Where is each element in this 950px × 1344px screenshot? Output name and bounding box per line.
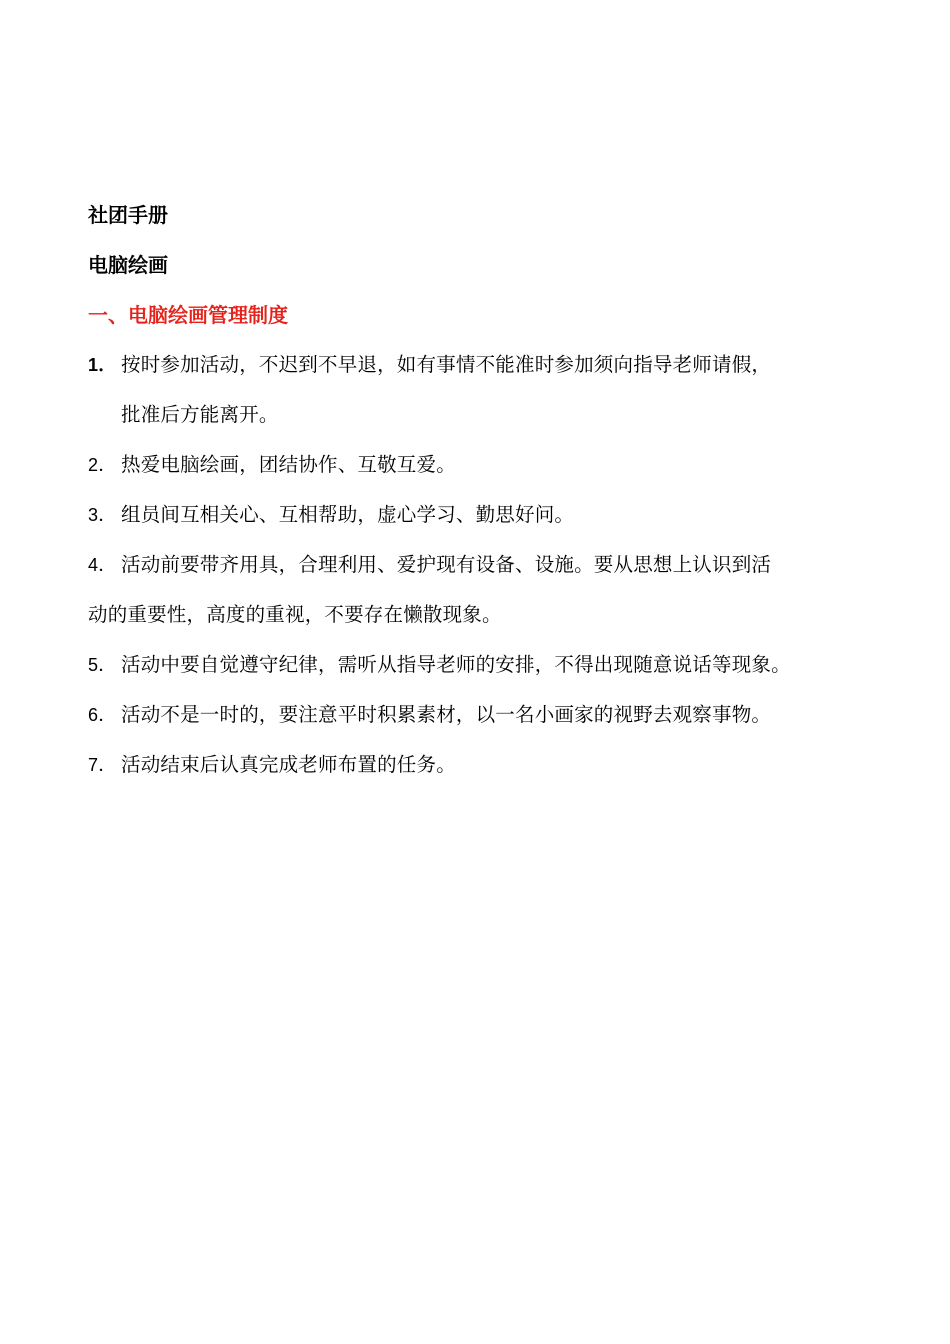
rule-text: 活动中要自觉遵守纪律，需听从指导老师的安排，不得出现随意说话等现象。 (121, 653, 791, 676)
rule-item-2 (88, 451, 878, 479)
rule-item-4 (88, 551, 878, 579)
rule-number: 4． (88, 555, 117, 575)
rule-number: 5． (88, 655, 117, 675)
rule-number: 1． (88, 355, 117, 375)
rule-item-5 (88, 651, 878, 679)
rule-item-4-continuation: 动的重要性，高度的重视，不要存在懒散现象。 (88, 603, 502, 626)
club-name: 电脑绘画 (88, 253, 168, 277)
rule-item-3 (88, 501, 878, 529)
section-heading: 一、电脑绘画管理制度 (88, 303, 288, 327)
rule-number: 2． (88, 455, 117, 475)
rule-text: 热爱电脑绘画，团结协作、互敬互爱。 (121, 453, 456, 476)
rule-item-6 (88, 701, 878, 729)
rule-number: 7． (88, 755, 117, 775)
rule-text: 活动结束后认真完成老师布置的任务。 (121, 753, 456, 776)
rule-item-1 (88, 351, 878, 379)
rule-item-7 (88, 751, 878, 779)
rule-item-1-continuation: 批准后方能离开。 (121, 403, 279, 426)
rule-text: 活动不是一时的，要注意平时积累素材，以一名小画家的视野去观察事物。 (121, 703, 772, 726)
document-title: 社团手册 (88, 203, 168, 227)
rule-text: 按时参加活动，不迟到不早退，如有事情不能准时参加须向指导老师请假， (121, 353, 772, 376)
rule-number: 3． (88, 505, 117, 525)
rule-text: 活动前要带齐用具，合理利用、爱护现有设备、设施。要从思想上认识到活 (121, 553, 772, 576)
rule-text: 组员间互相关心、互相帮助，虚心学习、勤思好问。 (121, 503, 575, 526)
rule-number: 6． (88, 705, 117, 725)
